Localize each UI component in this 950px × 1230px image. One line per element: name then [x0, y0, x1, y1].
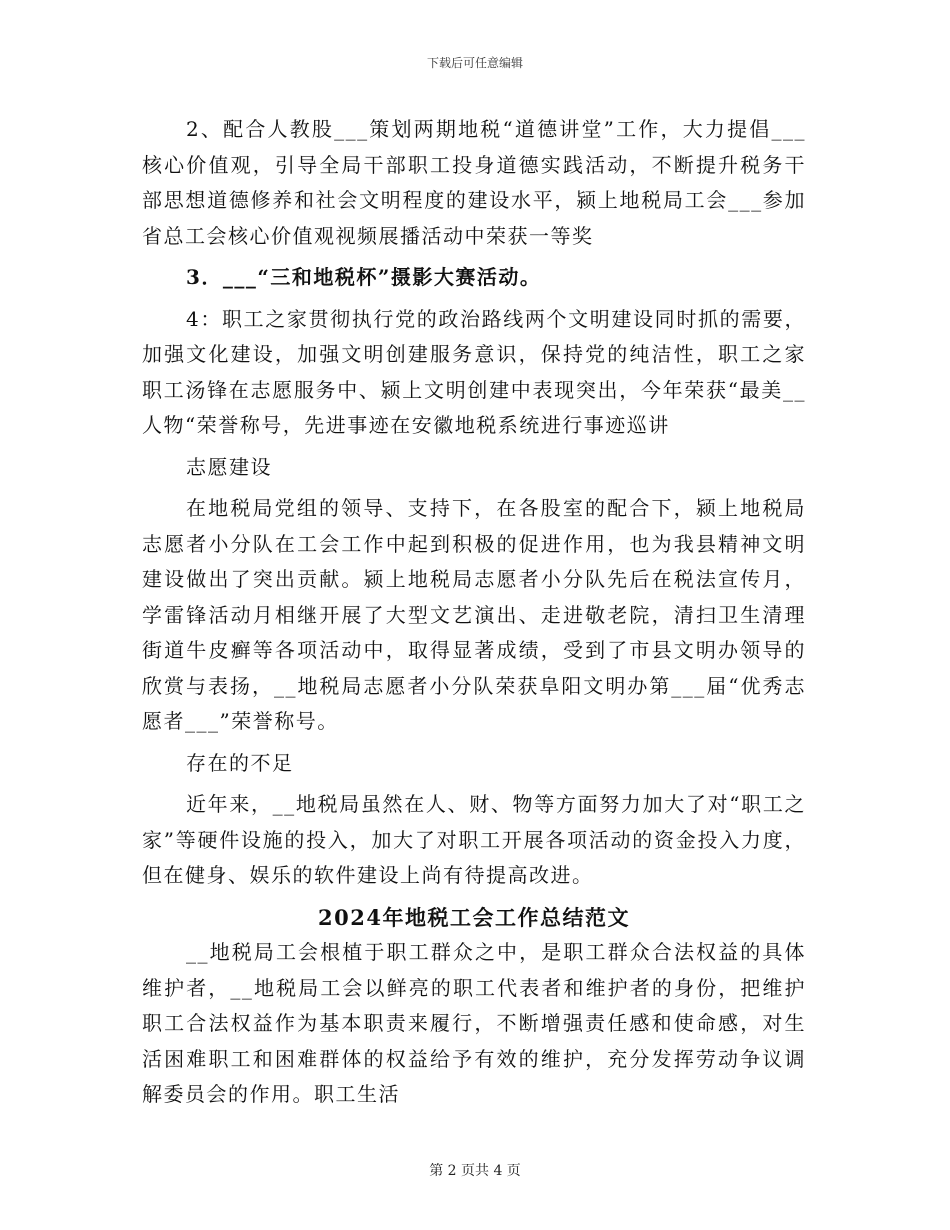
document-title: 2024年地税工会工作总结范文 — [318, 904, 630, 930]
section-heading-shortcomings: 存在的不足 — [186, 750, 294, 775]
paragraph-5: 在地税局党组的领导、支持下，在各股室的配合下，颍上地税局志愿者小分队在工会工作中起到积极的促进作用，也为我县精神文明建设做出了突出贡献。颍上地税局志愿者小分队先后在税法宣传月，学雷锋活动月相继开展了大型文艺演出、走进敬老院，清扫卫生清理街道牛皮癣等各项活动中，取得显著成绩，受到了市县文明办领导的欣赏与表扬，__地税局志愿者小分队荣获阜阳文明办第___届“优秀志愿者___”荣誉称号。 — [142, 496, 806, 733]
paragraph-1: 2、配合人教股___策划两期地税“道德讲堂”工作，大力提倡___核心价值观，引导全局干部职工投身道德实践活动，不断提升税务干部思想道德修养和社会文明程度的建设水平，颍上地税局工会___参加省总工会核心价值观视频展播活动中荣获一等奖 — [142, 117, 806, 248]
document-body — [142, 112, 806, 1113]
page-footer: 第 2 页共 4 页 — [429, 1163, 521, 1179]
paragraph-2-heading: 3．___“三和地税杯”摄影大赛活动。 — [186, 265, 542, 289]
paragraph-3: 4：职工之家贯彻执行党的政治路线两个文明建设同时抓的需要，加强文化建设，加强文明创建服务意识，保持党的纯洁性，职工之家职工汤锋在志愿服务中、颍上文明创建中表现突出，今年荣获“最美__人物“荣誉称号，先进事迹在安徽地税系统进行事迹巡讲 — [142, 306, 806, 437]
page-header: 下载后可任意编辑 — [426, 56, 523, 70]
paragraph-8: __地税局工会根植于职工群众之中，是职工群众合法权益的具体维护者，__地税局工会以鲜亮的职工代表者和维护者的身份，把维护职工合法权益作为基本职责来履行，不断增强责任感和使命感，对生活困难职工和困难群体的权益给予有效的维护，充分发挥劳动争议调解委员会的作用。职工生活 — [142, 940, 806, 1106]
section-heading-volunteer: 志愿建设 — [186, 454, 272, 479]
paragraph-7: 近年来，__地税局虽然在人、财、物等方面努力加大了对“职工之家”等硬件设施的投入，加大了对职工开展各项活动的资金投入力度，但在健身、娱乐的软件建设上尚有待提高改进。 — [142, 792, 806, 887]
